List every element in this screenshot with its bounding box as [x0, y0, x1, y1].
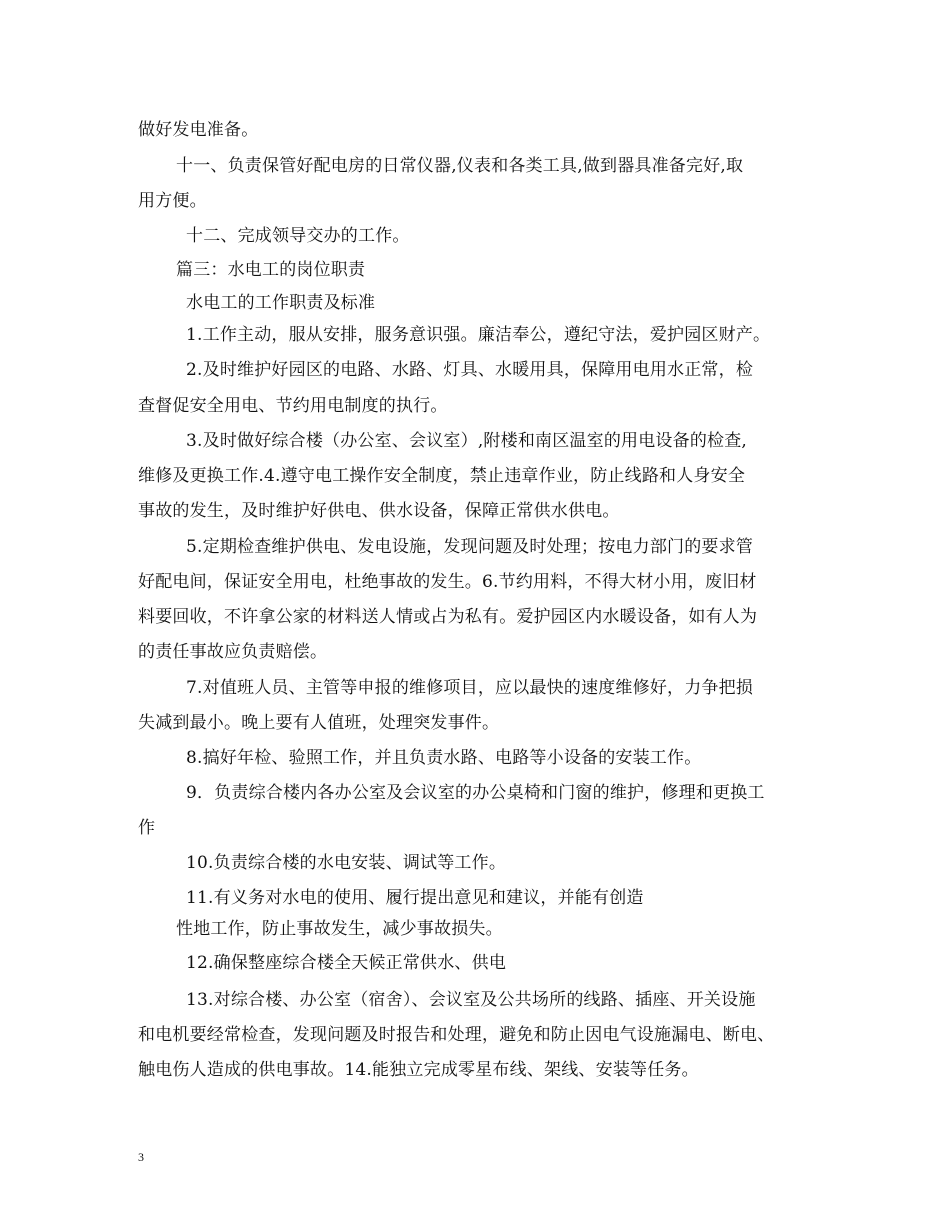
text-line: 的责任事故应负责赔偿。 [138, 642, 328, 662]
text-line: 查督促安全用电、节约用电制度的执行。 [138, 396, 448, 416]
text-line: 性地工作，防止事故发生，减少事故损失。 [176, 919, 503, 939]
text-line: 3.及时做好综合楼（办公室、会议室）,附楼和南区温室的用电设备的检查, [186, 431, 748, 451]
text-line: 作 [138, 818, 156, 838]
text-line: 11.有义务对水电的使用、履行提出意见和建议，并能有创造 [186, 888, 644, 908]
text-line: 13.对综合楼、办公室（宿舍）、会议室及公共场所的线路、插座、开关设施 [186, 990, 756, 1010]
text-line: 做好发电准备。 [138, 120, 259, 140]
text-line: 12.确保整座综合楼全天候正常供水、供电 [186, 953, 507, 973]
text-line: 十二、完成领导交办的工作。 [186, 226, 410, 246]
text-line: 7.对值班人员、主管等申报的维修项目，应以最快的速度维修好，力争把损 [186, 678, 754, 698]
text-line: 5.定期检查维护供电、发电设施，发现问题及时处理；按电力部门的要求管 [186, 537, 754, 557]
text-line: 十一、负责保管好配电房的日常仪器,仪表和各类工具,做到器具准备完好,取 [176, 156, 744, 176]
text-line: 触电伤人造成的供电事故。14.能独立完成零星布线、架线、安装等任务。 [138, 1060, 699, 1080]
text-line: 失减到最小。晚上要有人值班，处理突发事件。 [138, 713, 500, 733]
text-line: 用方便。 [138, 191, 207, 211]
text-line: 篇三：水电工的岗位职责 [176, 260, 366, 280]
text-line: 料要回收，不许拿公家的材料送人情或占为私有。爱护园区内水暖设备，如有人为 [138, 607, 758, 627]
text-line: 1.工作主动，服从安排，服务意识强。廉洁奉公，遵纪守法，爱护园区财产。 [186, 325, 771, 345]
page-number: 3 [138, 1150, 144, 1164]
text-line: 和电机要经常检查，发现问题及时报告和处理，避免和防止因电气设施漏电、断电、 [138, 1025, 775, 1045]
text-line: 8.搞好年检、验照工作，并且负责水路、电路等小设备的安装工作。 [186, 748, 702, 768]
text-line: 维修及更换工作.4.遵守电工操作安全制度，禁止违章作业，防止线路和人身安全 [138, 466, 746, 486]
text-line: 2.及时维护好园区的电路、水路、灯具、水暖用具，保障用电用水正常，检 [186, 360, 754, 380]
text-line: 9．负责综合楼内各办公室及会议室的办公桌椅和门窗的维护，修理和更换工 [186, 783, 765, 803]
text-line: 好配电间，保证安全用电，杜绝事故的发生。6.节约用料，不得大材小用，废旧材 [138, 572, 757, 592]
text-line: 10.负责综合楼的水电安装、调试等工作。 [186, 853, 507, 873]
text-line: 水电工的工作职责及标准 [186, 293, 376, 313]
text-line: 事故的发生，及时维护好供电、供水设备，保障正常供水供电。 [138, 501, 620, 521]
